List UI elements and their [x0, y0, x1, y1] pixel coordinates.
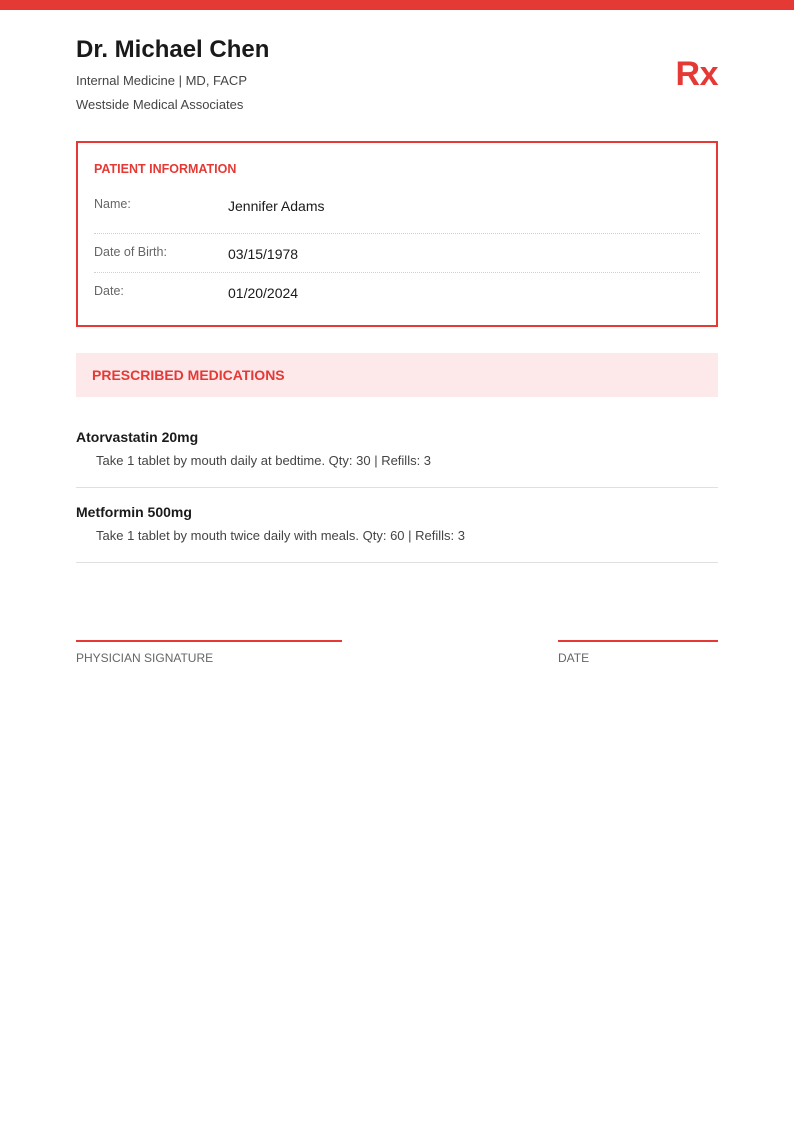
patient-section-title: PATIENT INFORMATION — [94, 162, 237, 176]
medication-name: Atorvastatin 20mg — [76, 429, 199, 445]
medication-instructions: Take 1 tablet by mouth daily at bedtime. Qty: 30 | Refills: 3 — [96, 453, 432, 468]
medication-name: Metformin 500mg — [76, 504, 192, 520]
physician-signature-label: PHYSICIAN SIGNATURE — [76, 651, 214, 665]
medications-section-title: PRESCRIBED MEDICATIONS — [92, 367, 285, 383]
date-signature-block — [558, 640, 718, 665]
top-accent-bar — [0, 0, 794, 10]
date-label: DATE — [558, 651, 590, 665]
rx-symbol-icon: Rx — [675, 55, 718, 93]
medication-item — [76, 503, 718, 563]
medications-list — [76, 428, 718, 563]
patient-field-dob — [94, 234, 700, 273]
field-label: Date: — [94, 284, 124, 298]
patient-fields — [94, 195, 700, 312]
field-label: Name: — [94, 197, 131, 211]
field-value: 01/20/2024 — [228, 285, 299, 301]
field-value: Jennifer Adams — [228, 198, 325, 214]
patient-field-name — [94, 195, 700, 234]
medication-item — [76, 428, 718, 488]
field-label: Date of Birth: — [94, 245, 167, 259]
patient-field-date — [94, 273, 700, 312]
signature-line — [76, 640, 342, 642]
patient-information-box — [76, 141, 718, 327]
physician-credentials: Internal Medicine | MD, FACP — [76, 73, 247, 88]
medications-section-header — [76, 353, 718, 397]
field-value: 03/15/1978 — [228, 246, 299, 262]
date-line — [558, 640, 718, 642]
physician-signature-block — [76, 640, 342, 665]
physician-name: Dr. Michael Chen — [76, 36, 270, 63]
medication-instructions: Take 1 tablet by mouth twice daily with meals. Qty: 60 | Refills: 3 — [96, 528, 465, 543]
physician-header — [76, 36, 718, 116]
practice-name: Westside Medical Associates — [76, 97, 244, 112]
